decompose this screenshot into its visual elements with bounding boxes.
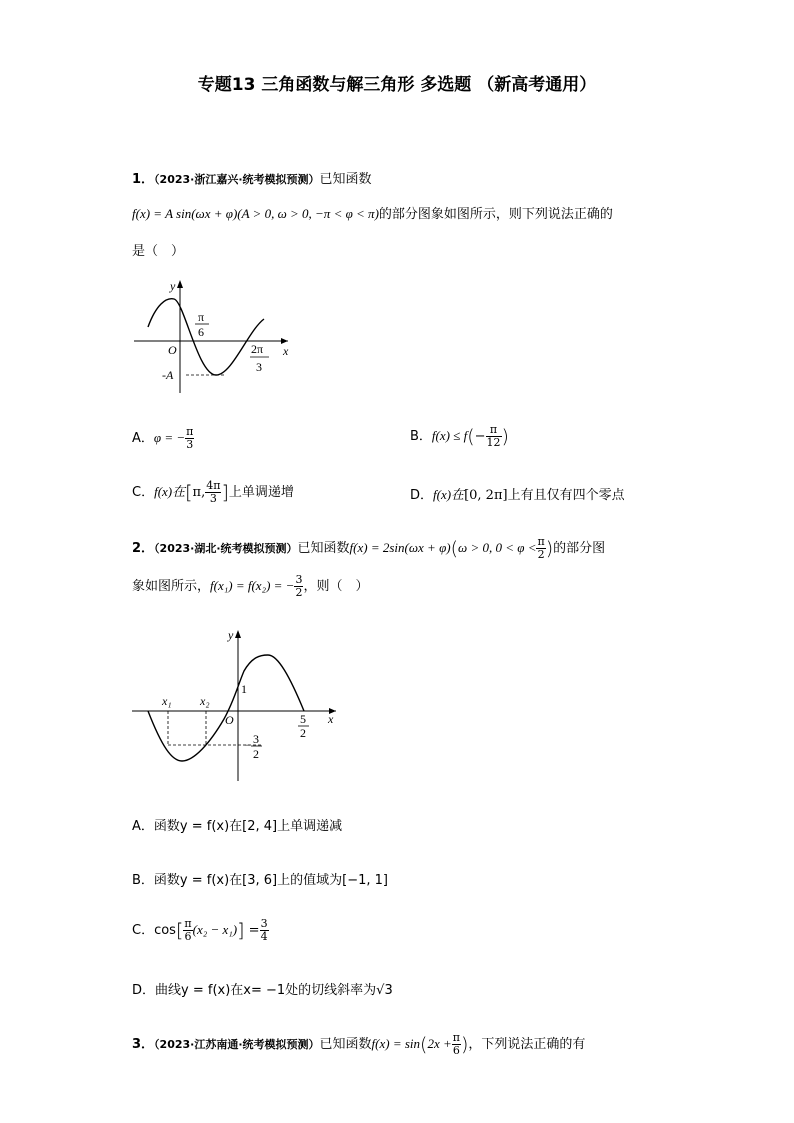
option-a[interactable] [132,426,194,451]
interval: [0, 2π] [464,488,508,503]
question-source: （2023·江苏南通·统考模拟预测） [154,1038,320,1051]
question-stem: ，则（ ） [303,579,369,594]
option-label: C． [132,485,155,500]
condition: ω > 0, 0 < φ < [458,540,537,555]
question-stem: 已知函数 [319,172,372,187]
question-1-header [132,168,372,187]
option-text: φ = − [153,430,186,445]
option-d[interactable] [410,484,625,503]
question-source: （2023·浙江嘉兴·统考模拟预测） [154,173,320,186]
frac-num: π [452,1031,460,1044]
question-stem: 的部分图 [553,541,606,556]
option-c[interactable]: C．cos[ $\frac{\pi}{6}$ (x₂ − x₁)] = $\frac{3}{4}$ [132,917,268,943]
option-b[interactable]: B．f(x) ≤ f(− $\frac{\pi}{12}$ ) [410,423,509,449]
question-3-header: 3．（2023·江苏南通·统考模拟预测）已知函数f(x) = sin(2x + $\frac{\pi}{6}$ )，下列说法正确的有 [132,1031,586,1057]
equation: f(x₁) = f(x₂) = − [210,578,295,593]
option-label: B． [410,429,432,444]
question-1-stem-line [132,203,613,222]
frac-den: 6 [452,1044,460,1057]
question-stem: 已知函数 [297,541,350,556]
option-text: 上有且仅有四个零点 [507,488,625,503]
value-num: 3 [253,732,259,746]
option-text: f(x) ≤ f [431,428,468,443]
page-title: 专题13 三角函数与解三角形 多选题 （新高考通用） [197,75,597,95]
question-stem-end: 是（ ） [132,244,185,259]
neg-a-label: -A [162,368,174,382]
option-label: D． [410,488,434,503]
frac-num: π [486,424,502,437]
y-intercept-label: 1 [241,682,247,696]
origin-label: O [225,713,234,727]
function-formula: f(x) = sin [371,1036,421,1051]
frac-den: 2 [537,548,545,561]
option-text: 上单调递增 [228,485,294,500]
question-number: 2． [132,541,155,556]
tick-pi-num: π [198,310,205,324]
tick-2pi-num: 2π [251,342,264,356]
sine-curve [148,299,264,375]
option-a[interactable]: A．函数y = f(x)在[2, 4]上单调递减 [132,819,343,834]
question-stem: 的部分图象如图所示，则下列说法正确的 [378,207,613,222]
y-label: y [228,628,234,642]
option-c[interactable]: C．f(x)在[π, $\frac{4\pi}{3}$ ]上单调递增 [132,479,294,505]
question-stem: 已知函数 [319,1037,372,1052]
option-label: C．cos [132,923,176,938]
x-label: x [283,344,289,358]
option-text: f(x)在 [433,487,465,502]
question-source: （2023·湖北·统考模拟预测） [154,542,298,555]
y-label: y [170,279,176,293]
minus-sign: − [244,738,251,752]
origin-label: O [168,343,177,357]
option-label: A． [132,431,154,446]
question-stem: ，下列说法正确的有 [468,1037,586,1052]
frac-den: 2 [295,586,303,599]
zero-den: 2 [300,726,306,740]
y-axis-arrow [177,280,183,288]
function-formula: f(x) = A sin(ωx + φ)(A > 0, ω > 0, −π < φ < π) [132,206,379,221]
question-2-header: 2．（2023·湖北·统考模拟预测）已知函数f(x) = 2sin(ωx + φ)(ω > 0, 0 < φ < $\frac{\pi}{2}$ )的部分图 [132,535,606,561]
frac-num: π [537,535,545,548]
question-stem: 象如图所示， [132,579,211,594]
x2-label: x₂ [200,694,210,708]
x1-label: x₁ [162,694,172,708]
option-text: f(x)在 [154,484,186,499]
interval-start: π, [192,485,206,500]
y-axis-arrow [235,630,241,638]
frac-num: π [186,425,194,438]
function-arg: 2x + [427,1036,452,1051]
x-label: x [328,712,334,726]
option-text: (x₂ − x₁) [192,922,238,937]
zero-num: 5 [300,712,306,726]
frac-num: π [184,917,192,930]
frac-den: 3 [186,438,194,451]
graph-figure-2 [128,625,348,787]
value-den: 2 [253,747,259,761]
frac-den: 12 [486,436,501,449]
graph-figure-1 [128,275,308,395]
question-2-line2 [132,574,368,599]
frac-num: 4π [206,479,221,492]
frac-den: 3 [209,492,217,505]
tick-2pi-den: 3 [256,360,262,374]
option-b[interactable]: B．函数y = f(x)在[3, 6]上的值域为[−1, 1] [132,873,388,888]
frac-den: 4 [260,930,268,943]
question-number: 3． [132,1037,155,1052]
function-formula: f(x) = 2sin(ωx + φ) [349,540,451,555]
frac-num: 3 [295,573,303,586]
tick-pi-den: 6 [198,325,204,339]
option-d[interactable]: D．曲线y = f(x)在x= −1处的切线斜率为√3 [132,983,393,998]
frac-den: 6 [184,930,192,943]
frac-num: 3 [260,917,268,930]
equals-sign: = [244,923,260,938]
question-number: 1． [132,172,155,187]
